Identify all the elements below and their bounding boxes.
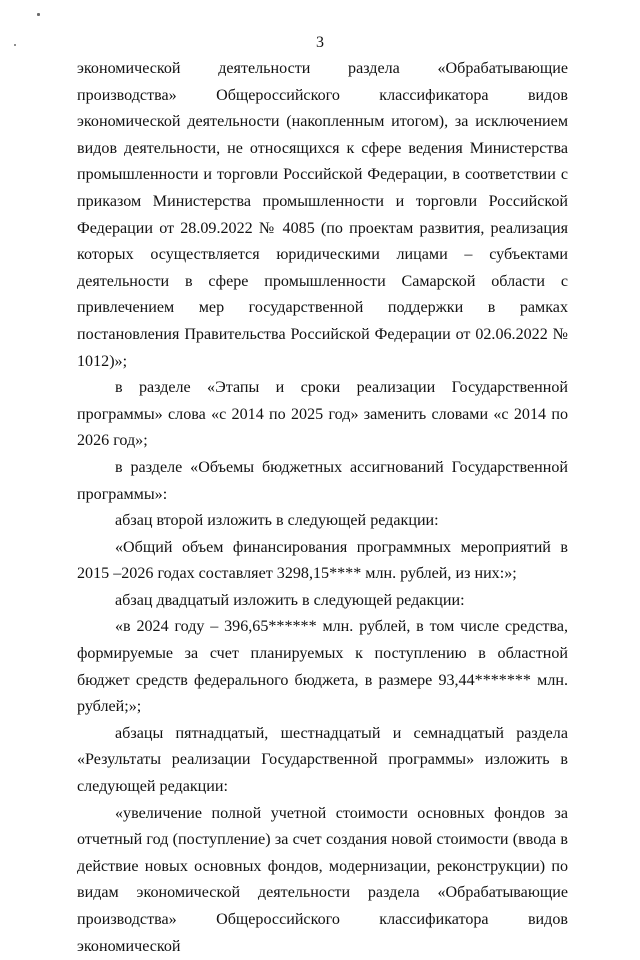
paragraph: в разделе «Этапы и сроки реализации Государственной программы» слова «с 2014 по 2025 год» заменить словами «с 2014 по 2026 год»; — [77, 379, 568, 450]
paragraph: экономической деятельности раздела «Обрабатывающие производства» Общероссийского классификатора видов экономической деятельности (накопленным итогом), за исключением видов деятельности, не относящихся к сфере ведения Министерства промышленности и торговли Российской Федерации, в соответствии с приказом Министерства промышленности и торговли Российской Федерации от 28.09.2022 № 4085 (по проектам развития, реализация которых осуществляется юридическими лицами – субъектами деятельности в сфере промышленности Самарской области с привлечением мер государственной поддержки в рамках постановления Правительства Российской Федерации от 02.06.2022 № 1012)»; — [77, 60, 568, 370]
page-number: 3 — [316, 34, 324, 51]
scan-mark — [37, 13, 40, 16]
document-body — [77, 56, 568, 960]
paragraph: абзацы пятнадцатый, шестнадцатый и семнадцатый раздела «Результаты реализации Государственной программы» изложить в следующей редакции: — [77, 724, 568, 796]
paragraph: «в 2024 году – 396,65****** млн. рублей, в том числе средства, формируемые за счет планируемых к поступлению в областной бюджет средств федерального бюджета, в размере 93,44******* млн. рублей;»; — [77, 618, 568, 716]
paragraph: «Общий объем финансирования программных мероприятий в 2015 –2026 годах составляет 3298,15**** млн. рублей, из них:»; — [77, 538, 568, 583]
paragraph: в разделе «Объемы бюджетных ассигнований Государственной программы»: — [77, 458, 568, 503]
paragraph: абзац двадцатый изложить в следующей редакции: — [115, 591, 465, 609]
scan-mark — [14, 44, 16, 46]
paragraph: «увеличение полной учетной стоимости основных фондов за отчетный год (поступление) за счет создания новой стоимости (ввода в действие новых основных фондов, модернизации, реконструкции) по видам экономической деятельности раздела «Обрабатывающие производства» Общероссийского классификатора видов экономической — [77, 804, 568, 955]
paragraph: абзац второй изложить в следующей редакции: — [115, 512, 439, 530]
